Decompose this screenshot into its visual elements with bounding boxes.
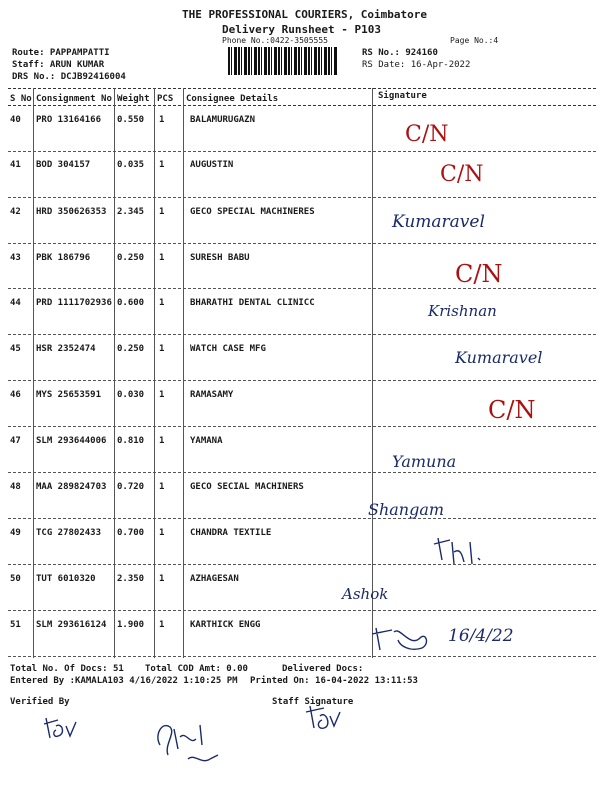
signature-scribble-row-49 xyxy=(430,530,530,570)
col-consignment: Consignment No xyxy=(36,94,112,104)
staff-signature-label: Staff Signature xyxy=(272,697,354,707)
row-consignee: YAMANA xyxy=(190,436,223,446)
verified-by-label: Verified By xyxy=(10,697,70,707)
row-pcs: 1 xyxy=(159,298,165,308)
col-sno: S No xyxy=(10,94,32,104)
row-consignee: CHANDRA TEXTILE xyxy=(190,528,272,538)
barcode-image xyxy=(228,47,338,75)
entered-by: Entered By :KAMALA103 4/16/2022 1:10:25 PM xyxy=(10,676,238,686)
col-divider xyxy=(372,88,373,658)
row-weight: 0.600 xyxy=(117,298,145,308)
row-weight: 0.810 xyxy=(117,436,145,446)
col-divider xyxy=(33,88,34,658)
row-consignment: SLM 293616124 xyxy=(36,620,107,630)
row-consignee: GECO SECIAL MACHINERS xyxy=(190,482,304,492)
col-divider xyxy=(154,88,155,658)
header-rule-bottom xyxy=(8,105,596,106)
row-sno: 40 xyxy=(10,115,21,125)
row-pcs: 1 xyxy=(159,620,165,630)
row-sno: 44 xyxy=(10,298,21,308)
row-consignment: HRD 350626353 xyxy=(36,207,107,217)
row-consignment: TUT 6010320 xyxy=(36,574,96,584)
row-consignee: BHARATHI DENTAL CLINICC xyxy=(190,298,315,308)
row-sno: 46 xyxy=(10,390,21,400)
row-sno: 50 xyxy=(10,574,21,584)
row-consignee: BALAMURUGAZN xyxy=(190,115,256,125)
route-label: Route: PAPPAMPATTI xyxy=(12,48,110,58)
signature-row-45: Kumaravel xyxy=(455,348,543,367)
row-pcs: 1 xyxy=(159,207,165,217)
row-consignment: PRD 1111702936 xyxy=(36,298,112,308)
row-pcs: 1 xyxy=(159,253,165,263)
signature-scribble-row-51 xyxy=(370,618,440,658)
row-weight: 0.550 xyxy=(117,115,145,125)
row-sno: 42 xyxy=(10,207,21,217)
signature-row-41: C/N xyxy=(440,162,484,187)
row-rule xyxy=(8,334,596,335)
row-consignment: HSR 2352474 xyxy=(36,344,96,354)
row-consignee: GECO SPECIAL MACHINERES xyxy=(190,207,315,217)
row-weight: 2.350 xyxy=(117,574,145,584)
total-cod: Total COD Amt: 0.00 xyxy=(145,664,248,674)
col-weight: Weight xyxy=(117,94,150,104)
row-weight: 1.900 xyxy=(117,620,145,630)
row-rule xyxy=(8,610,596,611)
rs-date: RS Date: 16-Apr-2022 xyxy=(362,60,471,70)
signature-row-51-date: 16/4/22 xyxy=(448,626,514,646)
row-weight: 2.345 xyxy=(117,207,145,217)
row-consignee: WATCH CASE MFG xyxy=(190,344,266,354)
row-rule xyxy=(8,288,596,289)
drs-label: DRS No.: DCJB92416004 xyxy=(12,72,126,82)
row-rule xyxy=(8,426,596,427)
row-weight: 0.720 xyxy=(117,482,145,492)
staff-label: Staff: ARUN KUMAR xyxy=(12,60,105,70)
signature-row-48: Shangam xyxy=(368,500,445,519)
row-consignee: AZHAGESAN xyxy=(190,574,239,584)
col-consignee: Consignee Details xyxy=(186,94,279,104)
row-rule xyxy=(8,380,596,381)
row-consignment: TCG 27802433 xyxy=(36,528,102,538)
row-sno: 49 xyxy=(10,528,21,538)
row-consignment: PBK 186796 xyxy=(36,253,91,263)
signature-row-42: Kumaravel xyxy=(392,212,485,232)
row-weight: 0.700 xyxy=(117,528,145,538)
row-consignment: MAA 289824703 xyxy=(36,482,107,492)
row-consignment: MYS 25653591 xyxy=(36,390,102,400)
col-divider xyxy=(183,88,184,658)
row-weight: 0.035 xyxy=(117,160,145,170)
header-rule-top xyxy=(8,88,596,89)
row-consignment: BOD 304157 xyxy=(36,160,91,170)
row-pcs: 1 xyxy=(159,115,165,125)
row-sno: 45 xyxy=(10,344,21,354)
row-rule xyxy=(8,151,596,152)
verifier-initials-scribble xyxy=(40,712,90,742)
signature-row-50: Ashok xyxy=(342,585,389,603)
row-weight: 0.250 xyxy=(117,253,145,263)
row-sno: 48 xyxy=(10,482,21,492)
row-weight: 0.030 xyxy=(117,390,145,400)
col-pcs: PCS xyxy=(157,94,174,104)
row-pcs: 1 xyxy=(159,390,165,400)
col-divider xyxy=(114,88,115,658)
row-rule xyxy=(8,518,596,519)
row-pcs: 1 xyxy=(159,574,165,584)
signature-row-44: Krishnan xyxy=(428,302,497,320)
signature-row-46: C/N xyxy=(488,396,536,424)
row-pcs: 1 xyxy=(159,528,165,538)
signature-row-43: C/N xyxy=(455,260,503,288)
page-number: Page No.:4 xyxy=(450,36,499,45)
row-consignment: SLM 293644006 xyxy=(36,436,107,446)
row-pcs: 1 xyxy=(159,160,165,170)
row-pcs: 1 xyxy=(159,436,165,446)
row-consignee: RAMASAMY xyxy=(190,390,234,400)
row-pcs: 1 xyxy=(159,344,165,354)
row-rule xyxy=(8,472,596,473)
row-weight: 0.250 xyxy=(117,344,145,354)
row-consignee: KARTHICK ENGG xyxy=(190,620,261,630)
row-consignee: SURESH BABU xyxy=(190,253,250,263)
row-sno: 47 xyxy=(10,436,21,446)
signature-row-40: C/N xyxy=(405,122,449,147)
delivered-docs: Delivered Docs: xyxy=(282,664,364,674)
col-signature: Signature xyxy=(378,91,427,101)
row-pcs: 1 xyxy=(159,482,165,492)
phone-number: Phone No.:0422-3505555 xyxy=(222,36,328,45)
row-sno: 43 xyxy=(10,253,21,263)
row-sno: 41 xyxy=(10,160,21,170)
row-consignee: AUGUSTIN xyxy=(190,160,234,170)
runsheet-title: Delivery Runsheet - P103 xyxy=(222,23,381,36)
printed-on: Printed On: 16-04-2022 13:11:53 xyxy=(250,676,418,686)
rs-number: RS No.: 924160 xyxy=(362,48,438,58)
row-rule xyxy=(8,243,596,244)
staff-signature-scribble xyxy=(300,700,350,734)
company-title: THE PROFESSIONAL COURIERS, Coimbatore xyxy=(182,8,428,21)
total-docs: Total No. Of Docs: 51 xyxy=(10,664,124,674)
row-consignment: PRO 13164166 xyxy=(36,115,102,125)
row-rule xyxy=(8,197,596,198)
verifier-signature-scribble xyxy=(150,715,230,775)
signature-row-47: Yamuna xyxy=(392,452,457,471)
row-rule xyxy=(8,656,596,657)
row-sno: 51 xyxy=(10,620,21,630)
